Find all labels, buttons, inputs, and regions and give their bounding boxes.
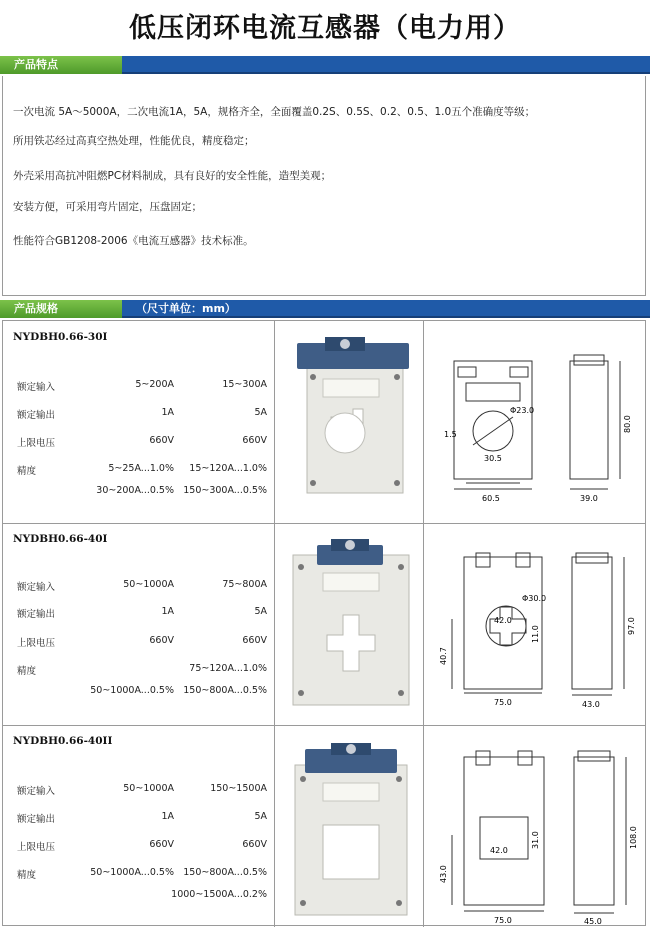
dim-width: 75.0 (494, 698, 512, 707)
dim-height: 97.0 (627, 617, 636, 635)
dim-inner-w: 42.0 (494, 616, 512, 625)
photo-cell (275, 523, 424, 725)
spec-value-1: 5~25A...1.0% (108, 463, 174, 474)
feature-item: 所用铁芯经过高真空热处理，性能优良，精度稳定； (13, 135, 255, 147)
dim-height: 108.0 (629, 826, 638, 849)
photo-cell (275, 321, 424, 523)
spec-value-2: 5A (254, 407, 267, 418)
drawing-cell (424, 523, 645, 725)
spec-band (0, 300, 650, 318)
dimension-drawing (424, 321, 645, 523)
spec-line (3, 811, 274, 827)
spec-value-1: 1A (161, 407, 174, 418)
features-tag: 产品特点 (0, 56, 122, 74)
unit-note: （尺寸单位：mm） (136, 302, 236, 315)
spec-label: 上限电压 (17, 438, 56, 449)
spec-line (3, 663, 274, 679)
spec-label: 额定输出 (17, 410, 56, 421)
spec-value-1: 50~1000A (123, 783, 174, 794)
spec-label: 额定输入 (17, 382, 56, 393)
spec-label: 额定输出 (17, 814, 56, 825)
feature-item: 外壳采用高抗冲阻燃PC材料制成，具有良好的安全性能，造型美观； (13, 170, 332, 182)
spec-line (3, 685, 274, 701)
dim-inner-h: 11.0 (531, 625, 540, 643)
spec-line (3, 435, 274, 451)
spec-line (3, 463, 274, 479)
spec-value-1: 50~1000A...0.5% (90, 867, 174, 878)
feature-item: 性能符合GB1208-2006《电流互感器》技术标准。 (13, 235, 254, 247)
spec-value-2: 15~300A (222, 379, 267, 390)
spec-tag: 产品规格 (0, 300, 122, 318)
model-name: NYDBH0.66-40II (13, 735, 113, 747)
spec-value-1: 5~200A (135, 379, 174, 390)
spec-label: 额定输出 (17, 609, 56, 620)
product-row (3, 523, 645, 726)
spec-cell (3, 321, 275, 523)
dim-inner-h: 1.5 (444, 430, 457, 439)
page-title: 低压闭环电流互感器（电力用） (129, 13, 521, 44)
dim-depth: 39.0 (580, 494, 598, 503)
spec-value-2: 660V (242, 435, 267, 446)
dim-inner-h: 31.0 (531, 831, 540, 849)
spec-value-2: 75~120A...1.0% (189, 663, 267, 674)
spec-value-1: 50~1000A...0.5% (90, 685, 174, 696)
spec-value-2: 1000~1500A...0.2% (171, 889, 267, 900)
dimension-drawing (424, 523, 645, 725)
spec-value-2: 660V (242, 839, 267, 850)
product-row (3, 321, 645, 524)
spec-label: 额定输入 (17, 786, 56, 797)
spec-value-1: 660V (149, 435, 174, 446)
spec-line (3, 606, 274, 622)
model-name: NYDBH0.66-30I (13, 331, 108, 343)
dim-width: 60.5 (482, 494, 500, 503)
spec-line (3, 485, 274, 501)
dim-height: 80.0 (623, 415, 632, 433)
features-box (2, 76, 646, 296)
spec-value-1: 30~200A...0.5% (96, 485, 174, 496)
spec-value-1: 1A (161, 606, 174, 617)
dim-depth: 45.0 (584, 917, 602, 926)
dim-side: 40.7 (439, 647, 448, 665)
spec-cell (3, 523, 275, 725)
spec-value-2: 150~800A...0.5% (183, 685, 267, 696)
spec-value-2: 5A (254, 606, 267, 617)
spec-line (3, 379, 274, 395)
spec-value-2: 150~1500A (210, 783, 267, 794)
spec-value-1: 50~1000A (123, 579, 174, 590)
spec-line (3, 889, 274, 905)
dim-hole: Φ30.0 (522, 594, 547, 603)
product-row (3, 725, 645, 927)
product-photo (275, 321, 423, 523)
spec-line (3, 783, 274, 799)
dim-side: 43.0 (439, 865, 448, 883)
spec-label: 额定输入 (17, 582, 56, 593)
spec-value-1: 660V (149, 635, 174, 646)
spec-line (3, 867, 274, 883)
spec-value-2: 75~800A (222, 579, 267, 590)
spec-value-2: 660V (242, 635, 267, 646)
spec-label: 上限电压 (17, 842, 56, 853)
drawing-cell (424, 321, 645, 523)
dimension-drawing (424, 725, 645, 927)
spec-line (3, 839, 274, 855)
dim-hole: Φ23.0 (510, 406, 535, 415)
spec-table (2, 320, 646, 926)
feature-item: 安装方便，可采用弯片固定，压盘固定； (13, 201, 202, 213)
spec-label: 精度 (17, 666, 37, 677)
dim-width: 75.0 (494, 916, 512, 925)
spec-value-2: 150~300A...0.5% (183, 485, 267, 496)
spec-line (3, 635, 274, 651)
feature-item: 一次电流 5A～5000A，二次电流1A，5A，规格齐全，全面覆盖0.2S、0.5S、0.2、0.5、1.0五个准确度等级； (13, 106, 536, 118)
spec-value-1: 660V (149, 839, 174, 850)
spec-value-1: 1A (161, 811, 174, 822)
dim-inner-w: 30.5 (484, 454, 502, 463)
model-name: NYDBH0.66-40I (13, 533, 108, 545)
features-band (0, 56, 650, 74)
spec-label: 精度 (17, 466, 37, 477)
photo-cell (275, 725, 424, 927)
dim-depth: 43.0 (582, 700, 600, 709)
dim-inner-w: 42.0 (490, 846, 508, 855)
drawing-cell (424, 725, 645, 927)
spec-line (3, 407, 274, 423)
spec-label: 精度 (17, 870, 37, 881)
spec-value-2: 15~120A...1.0% (189, 463, 267, 474)
spec-value-2: 5A (254, 811, 267, 822)
spec-label: 上限电压 (17, 638, 56, 649)
spec-value-2: 150~800A...0.5% (183, 867, 267, 878)
product-photo (275, 725, 423, 927)
product-photo (275, 523, 423, 725)
spec-cell (3, 725, 275, 927)
spec-line (3, 579, 274, 595)
